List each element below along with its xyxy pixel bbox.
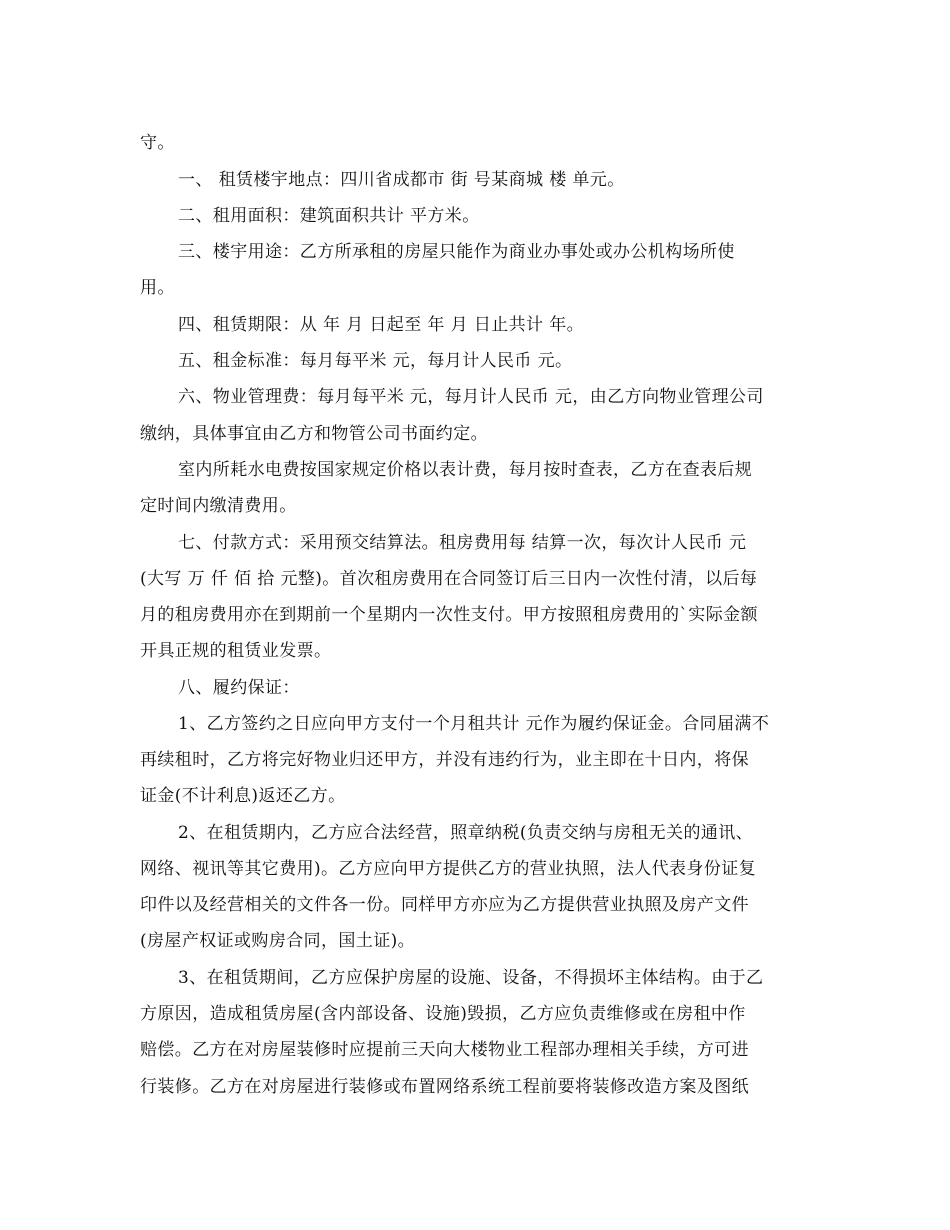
text-line: 守。: [140, 133, 175, 153]
text-line: 定时间内缴清费用。: [140, 496, 297, 516]
text-line: 缴纳，具体事宜由乙方和物管公司书面约定。: [140, 424, 488, 444]
text-line: 证金(不计利息)返还乙方。: [140, 786, 346, 806]
text-line: 用。: [140, 278, 175, 298]
text-line: 月的租房费用亦在到期前一个星期内一次性支付。甲方按照租房费用的`实际金额: [140, 605, 758, 625]
text-line: 3、在租赁期间，乙方应保护房屋的设施、设备，不得损坏主体结构。由于乙: [178, 968, 764, 988]
text-line: 三、楼宇用途：乙方所承租的房屋只能作为商业办事处或办公机构场所使: [178, 242, 735, 262]
text-line: 印件以及经营相关的文件各一份。同样甲方亦应为乙方提供营业执照及房产文件: [140, 895, 749, 915]
text-line: 四、租赁期限：从 年 月 日起至 年 月 日止共计 年。: [178, 315, 585, 335]
text-line: 开具正规的租赁业发票。: [140, 641, 332, 661]
text-line: 再续租时，乙方将完好物业归还甲方，并没有违约行为，业主即在十日内，将保: [140, 750, 749, 770]
text-line: 方原因，造成租赁房屋(含内部设备、设施)毁损，乙方应负责维修或在房租中作: [140, 1004, 746, 1024]
text-line: 一、 租赁楼宇地点：四川省成都市 街 号某商城 楼 单元。: [178, 170, 625, 190]
text-line: 二、租用面积：建筑面积共计 平方米。: [178, 206, 480, 226]
text-line: (大写 万 仟 佰 拾 元整)。首次租房费用在合同签订后三日内一次性付清，以后每: [140, 569, 758, 589]
text-line: 赔偿。乙方在对房屋装修时应提前三天向大楼物业工程部办理相关手续，方可进: [140, 1040, 749, 1060]
text-line: 行装修。乙方在对房屋进行装修或布置网络系统工程前要将装修改造方案及图纸: [140, 1077, 749, 1097]
text-line: (房屋产权证或购房合同，国土证)。: [140, 931, 416, 951]
text-line: 2、在租赁期内，乙方应合法经营，照章纳税(负责交纳与房租无关的通讯、: [178, 823, 754, 843]
text-line: 六、物业管理费：每月每平米 元，每月计人民币 元，由乙方向物业管理公司: [178, 387, 764, 407]
text-line: 七、付款方式：采用预交结算法。租房费用每 结算一次，每次计人民币 元: [178, 533, 747, 553]
text-line: 八、履约保证：: [178, 678, 300, 698]
text-line: 网络、视讯等其它费用)。乙方应向甲方提供乙方的营业执照，法人代表身份证复: [140, 859, 757, 879]
text-line: 五、租金标准：每月每平米 元，每月计人民币 元。: [178, 351, 573, 371]
text-line: 1、乙方签约之日应向甲方支付一个月租共计 元作为履约保证金。合同届满不: [178, 714, 770, 734]
text-line: 室内所耗水电费按国家规定价格以表计费，每月按时查表，乙方在查表后规: [178, 460, 753, 480]
